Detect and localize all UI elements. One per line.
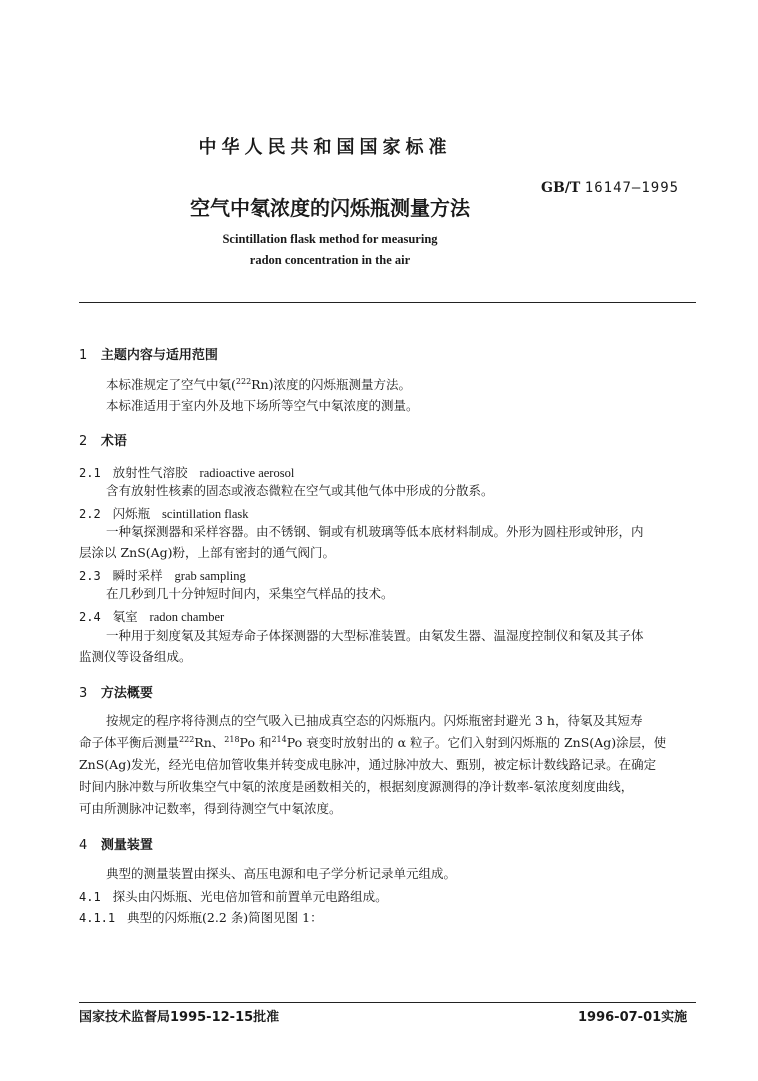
document-title-en-line1: Scintillation flask method for measuring bbox=[222, 232, 438, 246]
subsection-4-1: 4.1 探头由闪烁瓶、光电倍加管和前置单元电路组成。 bbox=[79, 889, 388, 904]
term-2-1-definition: 含有放射性核素的固态或液态微粒在空气或其他气体中形成的分散系。 bbox=[106, 483, 494, 498]
term-2-4-definition-line2: 监测仪等设备组成。 bbox=[79, 649, 192, 664]
document-title-en-line2: radon concentration in the air bbox=[249, 253, 411, 267]
section-4-paragraph: 典型的测量装置由探头、高压电源和电子学分析记录单元组成。 bbox=[106, 866, 457, 881]
section-2-number: 2 bbox=[79, 434, 88, 449]
standard-prefix: GB/T bbox=[541, 180, 581, 196]
section-1-paragraph-2: 本标准适用于室内外及地下场所等空气中氡浓度的测量。 bbox=[106, 398, 419, 413]
term-2-2-definition-line2: 层涂以 ZnS(Ag)粉，上部有密封的通气阀门。 bbox=[79, 545, 336, 560]
footer-divider bbox=[79, 1002, 696, 1003]
section-2-title: 术语 bbox=[100, 434, 127, 449]
term-2-2: 2.2 闪烁瓶 scintillation flask bbox=[79, 506, 249, 521]
section-1-number: 1 bbox=[79, 348, 88, 363]
section-1-heading bbox=[79, 344, 218, 363]
subsection-4-1-1: 4.1.1 典型的闪烁瓶(2.2 条)简图见图 1： bbox=[79, 910, 323, 925]
effective-date: 1996-07-01实施 bbox=[578, 1010, 688, 1025]
section-3-number: 3 bbox=[79, 686, 88, 701]
header-divider bbox=[79, 302, 696, 303]
section-4-number: 4 bbox=[79, 838, 88, 853]
term-2-4: 2.4 氡室 radon chamber bbox=[79, 609, 225, 624]
section-4-heading bbox=[79, 834, 153, 853]
section-3-heading bbox=[79, 682, 153, 701]
standard-code: 16147—1995 bbox=[584, 180, 680, 196]
term-2-1: 2.1 放射性气溶胶 radioactive aerosol bbox=[79, 465, 295, 480]
section-3-line-4: 时间内脉冲数与所收集空气中氡的浓度是函数相关的，根据刻度源测得的净计数率-氡浓度刻度曲线， bbox=[79, 779, 634, 794]
section-2-heading bbox=[79, 430, 127, 449]
section-1-title: 主题内容与适用范围 bbox=[100, 348, 218, 363]
section-3-line-3: ZnS(Ag)发光，经光电倍加管收集并转变成电脉冲，通过脉冲放大、甄别，被定标计数线路记录。在确定 bbox=[79, 757, 657, 772]
national-standard-heading: 中华人民共和国国家标准 bbox=[198, 137, 452, 158]
section-3-title: 方法概要 bbox=[100, 686, 153, 701]
document-title-cn: 空气中氡浓度的闪烁瓶测量方法 bbox=[190, 196, 470, 220]
section-3-line-5: 可由所测脉冲记数率，得到待测空气中氡浓度。 bbox=[79, 801, 342, 816]
standard-number bbox=[541, 180, 679, 196]
section-3-line-1: 按规定的程序将待测点的空气吸入已抽成真空态的闪烁瓶内。闪烁瓶密封避光 3 h，待氡及其短寿 bbox=[106, 713, 643, 728]
section-3-line-2: 命子体平衡后测量$^{222}$Rn、$^{218}$Po 和$^{214}$Po 衰变时放射出的 α 粒子。它们入射到闪烁瓶的 ZnS(Ag)涂层，使 bbox=[79, 734, 667, 750]
term-2-2-definition-line1: 一种氡探测器和采样容器。由不锈钢、铜或有机玻璃等低本底材料制成。外形为圆柱形或钟形，内 bbox=[106, 524, 644, 539]
term-2-3: 2.3 瞬时采样 grab sampling bbox=[79, 568, 246, 583]
section-1-paragraph-1: 本标准规定了空气中氡($^{222}$Rn)浓度的闪烁瓶测量方法。 bbox=[106, 376, 412, 392]
approval-date: 国家技术监督局1995-12-15批准 bbox=[79, 1010, 280, 1025]
term-2-3-definition: 在几秒到几十分钟短时间内，采集空气样品的技术。 bbox=[106, 586, 394, 601]
section-4-title: 测量装置 bbox=[100, 838, 153, 853]
term-2-4-definition-line1: 一种用于刻度氡及其短寿命子体探测器的大型标准装置。由氡发生器、温湿度控制仪和氡及其子体 bbox=[106, 628, 644, 643]
